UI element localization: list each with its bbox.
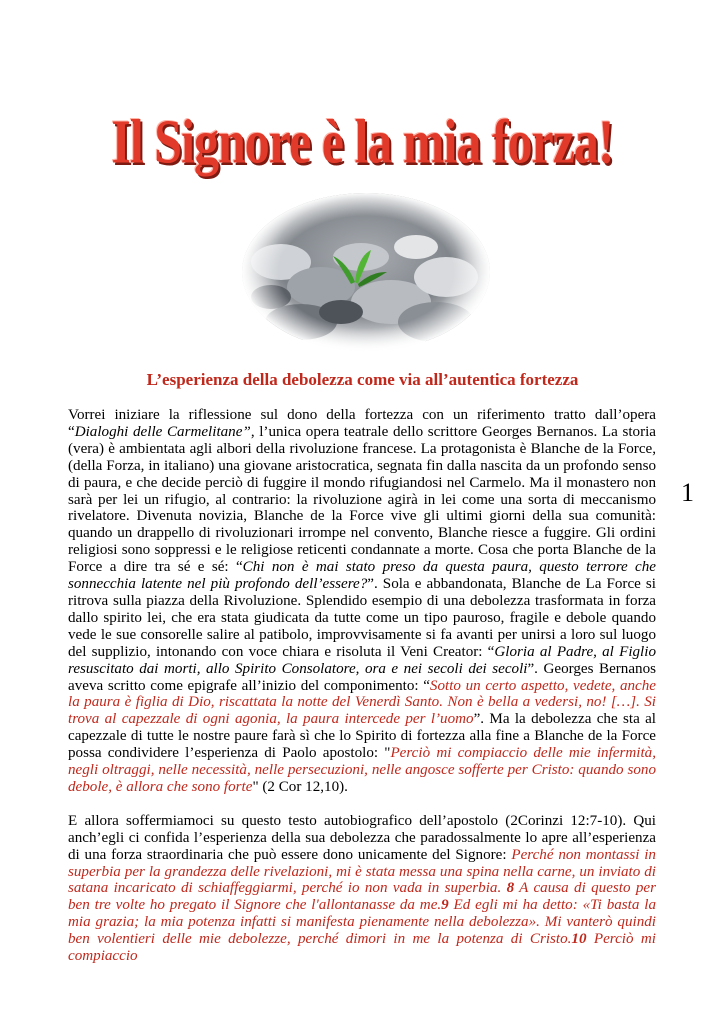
page-title: Il Signore è la mia forza! bbox=[111, 106, 614, 177]
quote: Gloria al Padre, al Figlio resuscitato dai morti, allo Spirito Consolatore, ora e nei secoli dei secoli bbox=[68, 643, 656, 677]
paragraph-2 bbox=[68, 813, 656, 965]
text-run: ”. Sola e abbandonata, Blanche de La Force si ritrova sulla piazza della Rivoluzione. Splendido esempio di una debolezza trasformata in forza dallo spirito lei, che era stata giudicata da tutte come un tipo pauroso, fragile e debole quando vede le sue consorelle salire al patibolo, improvvisamente si fa avanti per unirsi a loro sul luogo del supplizio, intonando con voce chiara e risoluta il Veni Creator: “ bbox=[68, 576, 656, 660]
red-quote: Perciò mi compiaccio delle mie infermità, negli oltraggi, nelle necessità, nelle persecuzioni, nelle angosce sofferte per Cristo: quando sono debole, è allora che sono forte bbox=[68, 745, 656, 795]
quote: Chi non è mai stato preso da questa paura, questo terrore che sonnecchia latente nel più profondo dell’essere? bbox=[68, 559, 657, 593]
verse-number: 8 bbox=[506, 880, 515, 897]
text-run: E allora soffermiamoci su questo testo autobiografico dell’apostolo (2Corinzi 12:7-10). Qui anch’egli ci confida l’esperienza della sua debolezza che paradossalmente lo apre all’esperienza di una forza straordinaria che può essere dono unicamente del Signore: bbox=[68, 812, 656, 863]
text-run: Vorrei iniziare la riflessione sul dono della fortezza con un riferimento tratto dall’opera “ bbox=[68, 407, 656, 440]
paragraph-1 bbox=[68, 407, 656, 796]
text-run: ”. Ma la debolezza che sta al capezzale di tutte le nostre paure farà sì che lo Spirito di fortezza alla fine a Blanche de la Force possa condividere l’esperienza di Paolo apostolo: " bbox=[68, 711, 657, 762]
page-number: 1 bbox=[681, 478, 694, 507]
body-text bbox=[68, 407, 656, 965]
red-quote: Sotto un certo aspetto, vedete, anche la paura è figlia di Dio, riscattata la notte del Venerdì Santo. Non è bella a vedersi, no! […]. Si trova al capezzale di ogni agonia, la paura intercede per l’uomo bbox=[68, 677, 656, 728]
red-quote: Ed egli mi ha detto: «Ti basta la mia grazia; la mia potenza infatti si manifesta pienamente nella debolezza». Mi vanterò quindi ben volentieri delle mie debolezze, perché dimori in me la potenza di Cristo. bbox=[68, 897, 656, 948]
text-run: " (2 Cor 12,10). bbox=[252, 778, 348, 795]
verse-number: 10 bbox=[571, 931, 587, 948]
section-subtitle: L’esperienza della debolezza come via all’autentica fortezza bbox=[146, 370, 579, 389]
rocks-with-green-sprout-photo bbox=[241, 192, 491, 352]
work-title: Dialoghi delle Carmelitane” bbox=[74, 423, 251, 440]
red-quote: Perché non montassi in superbia per la grandezza delle rivelazioni, mi è stata messa una spina nella carne, un inviato di satana incaricato di schiaffeggiarmi, perché io non vada in superbia. bbox=[68, 846, 656, 897]
verse-number: 9 bbox=[441, 897, 449, 914]
text-run: , l’unica opera teatrale dello scrittore Georges Bernanos. La storia (vera) è ambientata agli albori della rivoluzione francese. La protagonista è Blanche de la Force, (della Forza, in italiano) una giovane aristocratica, segnata fin dalla nascita da un profondo senso di paura, e che decide perciò di fuggire il mondo rifugiandosi nel Carmelo. Ma il monastero non sarà per lei un rifugio, al contrario: la rivoluzione agirà in lei come una sorta di meccanismo rivelatore. Divenuta novizia, Blanche de la Force vive gli ultimi giorni della sua comunità: quando un drappello di rivoluzionari irrompe nel convento, Blanche riesce a fuggire. Gli ordini religiosi sono soppressi e le religiose reticenti condannate a morte. Cosa che porta Blanche de la Force a dire tra sé e sé: “ bbox=[68, 423, 656, 576]
red-quote: A causa di questo per ben tre volte ho pregato il Signore che l'allontanasse da me. bbox=[68, 880, 656, 914]
red-quote: Perciò mi compiaccio bbox=[68, 931, 656, 965]
text-run: ”. Georges Bernanos aveva scritto come epigrafe all’inizio del componimento: “ bbox=[68, 660, 657, 694]
